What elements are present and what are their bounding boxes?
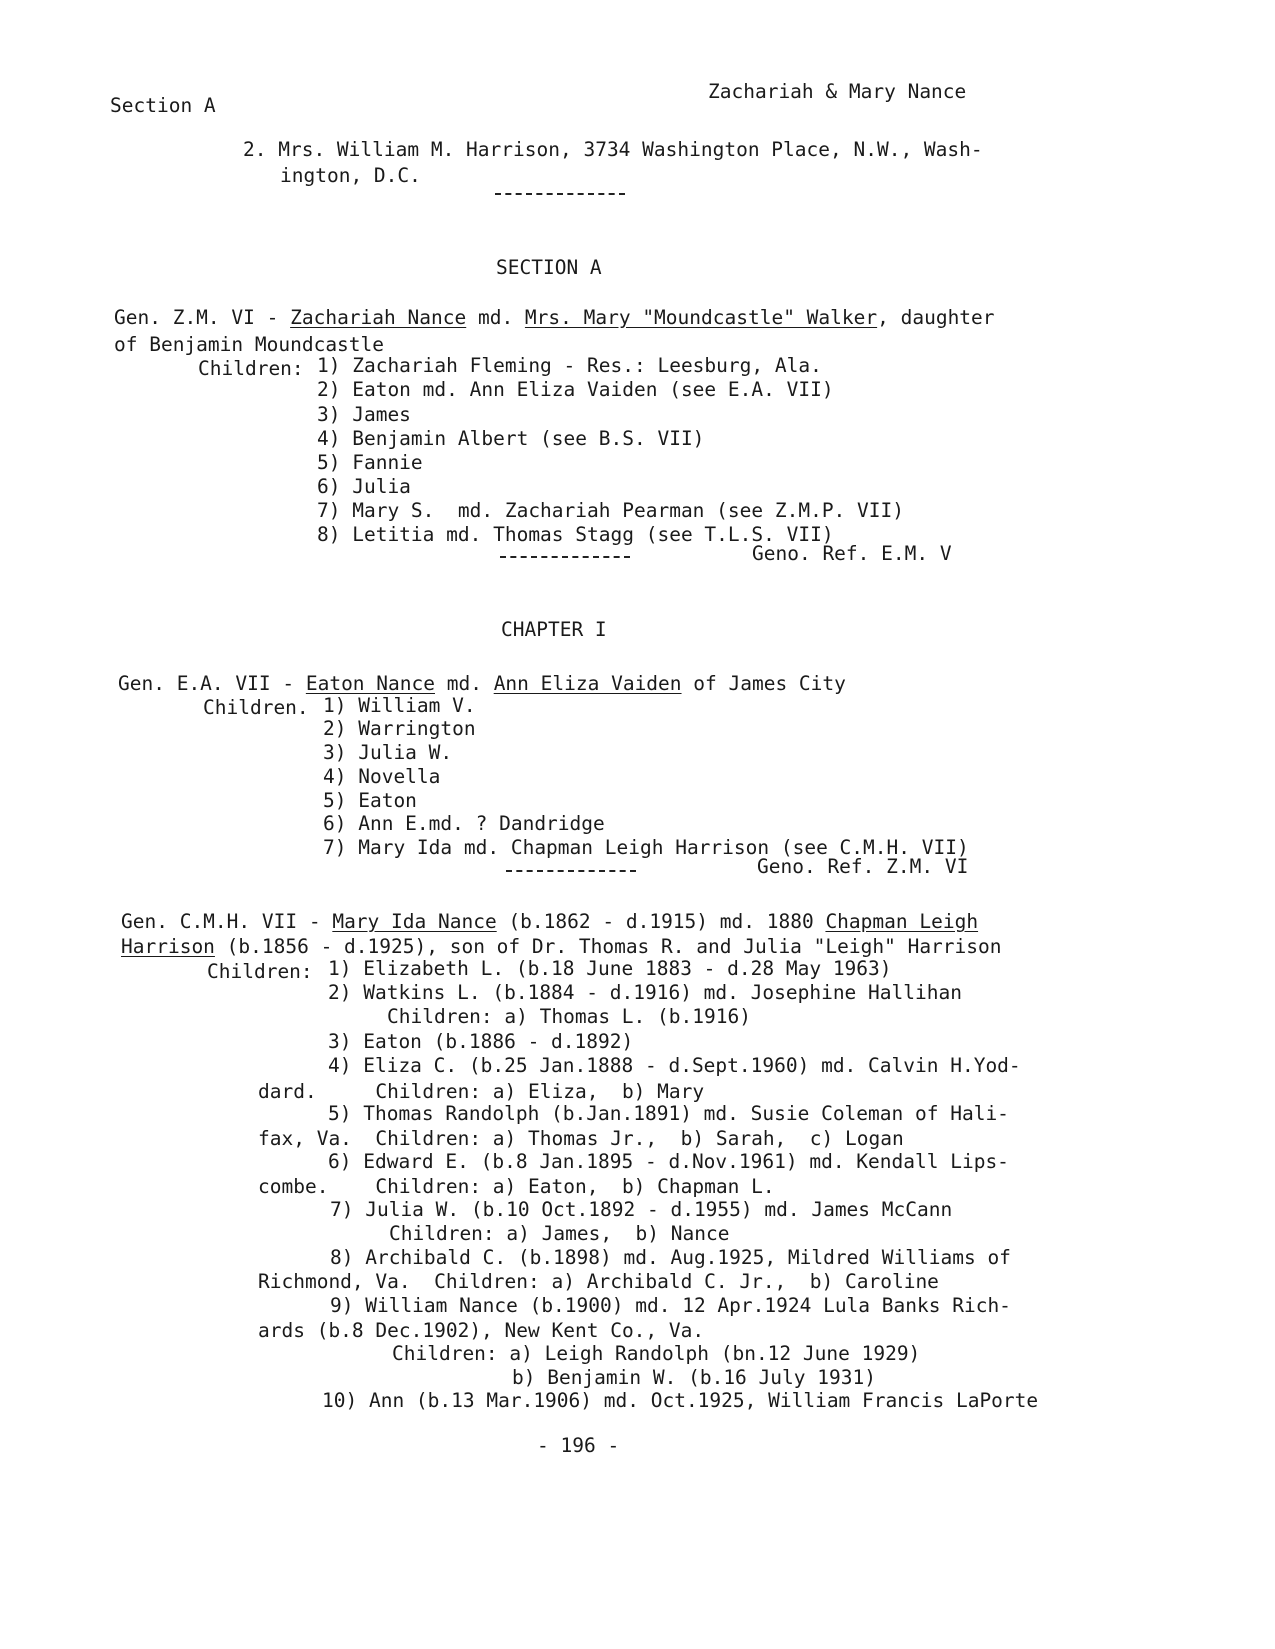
gen-entry-cmh xyxy=(121,910,978,934)
header-family-title: Zachariah & Mary Nance xyxy=(708,80,967,103)
genealogy-reference: Geno. Ref. E.M. V xyxy=(752,542,952,565)
children-label: Children: xyxy=(207,960,313,983)
child-item: 8) Letitia md. Thomas Stagg (see T.L.S. VII) xyxy=(317,523,834,546)
gen-entry-line xyxy=(121,935,1002,959)
child-item: 6) Ann E.md. ? Dandridge xyxy=(323,812,605,835)
page-number: - 196 - xyxy=(537,1434,620,1457)
spouse-name: Chapman Leigh xyxy=(825,910,979,933)
grandchildren-line: Children: a) James, b) Nance xyxy=(389,1222,730,1245)
child-item: 1) Zachariah Fleming - Res.: Leesburg, Ala. xyxy=(317,354,822,377)
person-name: Zachariah Nance xyxy=(290,306,467,329)
grandchildren-line: Children: a) Leigh Randolph (bn.12 June 1929) xyxy=(392,1342,921,1365)
grandchildren-line: fax, Va. Children: a) Thomas Jr., b) Sarah, c) Logan xyxy=(258,1127,904,1150)
child-item: 5) Fannie xyxy=(317,451,423,474)
grandchildren-line: Richmond, Va. Children: a) Archibald C. Jr., b) Caroline xyxy=(258,1270,939,1293)
child-item: 4) Eliza C. (b.25 Jan.1888 - d.Sept.1960) md. Calvin H.Yod- xyxy=(328,1054,1021,1077)
gen-label: Gen. Z.M. VI - xyxy=(114,306,291,329)
child-item: 4) Benjamin Albert (see B.S. VII) xyxy=(317,427,705,450)
spouse-name: Mrs. Mary "Moundcastle" Walker xyxy=(524,306,878,329)
child-item: 2) Watkins L. (b.1884 - d.1916) md. Josephine Hallihan xyxy=(328,981,962,1004)
child-item: 1) Elizabeth L. (b.18 June 1883 - d.28 May 1963) xyxy=(328,957,892,980)
gen-entry-zm xyxy=(114,306,995,330)
children-label: Children. xyxy=(203,696,309,719)
married-label: md. xyxy=(466,306,525,329)
child-item: 1) William V. xyxy=(323,694,476,717)
child-item: 7) Mary S. md. Zachariah Pearman (see Z.M.P. VII) xyxy=(317,499,904,522)
gen-label: Gen. E.A. VII - xyxy=(118,672,306,695)
married-label: md. xyxy=(434,672,494,695)
spouse-name: Ann Eliza Vaiden xyxy=(493,672,682,695)
grandchildren-line: Children: a) Thomas L. (b.1916) xyxy=(387,1005,751,1028)
child-item: 3) James xyxy=(317,403,411,426)
child-item: 9) William Nance (b.1900) md. 12 Apr.1924 Lula Banks Rich- xyxy=(330,1294,1011,1317)
child-item: 6) Julia xyxy=(317,475,411,498)
spouse-name: Harrison xyxy=(121,935,215,958)
intro-line-2: ington, D.C. xyxy=(280,164,421,187)
child-item: 5) Eaton xyxy=(323,789,417,812)
child-item: 7) Julia W. (b.10 Oct.1892 - d.1955) md. James McCann xyxy=(330,1198,953,1221)
divider-rule xyxy=(506,870,636,872)
grandchildren-line: b) Benjamin W. (b.16 July 1931) xyxy=(512,1366,876,1389)
person-name: Eaton Nance xyxy=(305,672,435,695)
child-item: 8) Archibald C. (b.1898) md. Aug.1925, Mildred Williams of xyxy=(330,1246,1011,1269)
entry-text: (b.1862 - d.1915) md. 1880 xyxy=(496,910,826,933)
divider-rule xyxy=(495,193,625,195)
grandchildren-line: combe. Children: a) Eaton, b) Chapman L. xyxy=(258,1175,775,1198)
section-heading: SECTION A xyxy=(496,256,602,279)
person-name: Mary Ida Nance xyxy=(332,910,497,933)
child-item-continued: ards (b.8 Dec.1902), New Kent Co., Va. xyxy=(258,1319,705,1342)
child-item: 2) Eaton md. Ann Eliza Vaiden (see E.A. VII) xyxy=(317,378,834,401)
child-item: 10) Ann (b.13 Mar.1906) md. Oct.1925, William Francis LaPorte xyxy=(322,1389,1039,1412)
child-item: 3) Julia W. xyxy=(323,741,453,764)
divider-rule xyxy=(500,556,630,558)
gen-entry-ea xyxy=(118,672,846,696)
child-item: 7) Mary Ida md. Chapman Leigh Harrison (see C.M.H. VII) xyxy=(323,836,969,859)
intro-line-1: 2. Mrs. William M. Harrison, 3734 Washington Place, N.W., Wash- xyxy=(243,138,983,161)
grandchildren-line: dard. Children: a) Eliza, b) Mary xyxy=(258,1080,705,1103)
child-item: 4) Novella xyxy=(323,765,441,788)
header-section-label: Section A xyxy=(110,94,216,117)
child-item: 3) Eaton (b.1886 - d.1892) xyxy=(328,1030,634,1053)
entry-text: (b.1856 - d.1925), son of Dr. Thomas R. and Julia "Leigh" Harrison xyxy=(214,935,1002,958)
children-label: Children: xyxy=(198,357,304,380)
chapter-heading: CHAPTER I xyxy=(501,618,607,641)
entry-text: , daughter xyxy=(877,306,995,329)
child-item: 5) Thomas Randolph (b.Jan.1891) md. Susie Coleman of Hali- xyxy=(328,1102,1009,1125)
genealogy-reference: Geno. Ref. Z.M. VI xyxy=(757,855,969,878)
entry-text: of James City xyxy=(681,672,846,695)
gen-label: Gen. C.M.H. VII - xyxy=(121,910,333,933)
child-item: 2) Warrington xyxy=(323,717,476,740)
gen-entry-line: of Benjamin Moundcastle xyxy=(114,333,385,356)
child-item: 6) Edward E. (b.8 Jan.1895 - d.Nov.1961) md. Kendall Lips- xyxy=(328,1150,1009,1173)
